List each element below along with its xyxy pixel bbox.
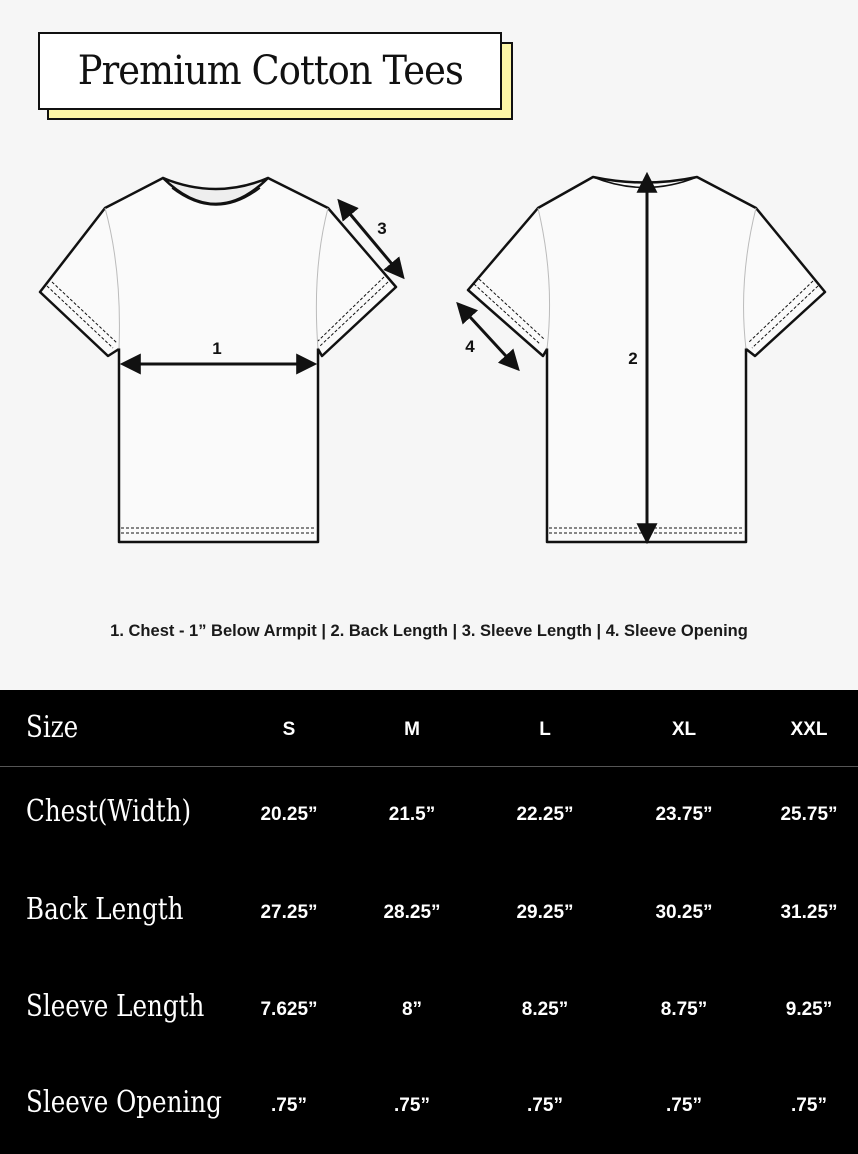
size-chart-table (0, 690, 858, 1154)
table-cell: .75” (666, 1095, 702, 1116)
row-label-sleeve-opening: Sleeve Opening (26, 1085, 222, 1120)
row-label-chest: Chest(Width) (26, 794, 192, 829)
sleeve-opening-label: 4 (465, 337, 475, 356)
size-xl-header: XL (671, 719, 697, 740)
size-header-label: Size (26, 710, 79, 745)
table-cell: .75” (791, 1095, 827, 1116)
table-cell: 25.75” (780, 804, 838, 825)
row-label-back-length: Back Length (26, 892, 184, 927)
title-box (38, 32, 502, 110)
size-m-header: M (404, 719, 420, 740)
table-cell: 31.25” (780, 902, 838, 923)
table-cell: 20.25” (260, 804, 318, 825)
page-title: Premium Cotton Tees (77, 48, 463, 94)
title-banner (38, 32, 516, 122)
table-cell: 30.25” (655, 902, 713, 923)
size-xxl-header: XXL (790, 719, 828, 740)
table-cell: 21.5” (388, 804, 436, 825)
table-cell: 28.25” (383, 902, 441, 923)
table-cell: 8” (401, 999, 423, 1020)
tshirt-diagram (0, 160, 858, 560)
table-cell: 27.25” (260, 902, 318, 923)
back-length-label: 2 (628, 349, 638, 368)
size-l-header: L (539, 719, 551, 740)
table-cell: 9.25” (785, 999, 833, 1020)
table-cell: 23.75” (655, 804, 713, 825)
sleeve-length-label: 3 (377, 219, 387, 238)
table-cell: 7.625” (260, 999, 318, 1020)
table-cell: .75” (527, 1095, 563, 1116)
front-tshirt-icon (40, 178, 396, 542)
table-cell: 22.25” (516, 804, 574, 825)
header-divider (0, 766, 858, 767)
chest-measure-label: 1 (212, 339, 222, 358)
size-s-header: S (282, 719, 296, 740)
measurement-caption: 1. Chest - 1” Below Armpit | 2. Back Length | 3. Sleeve Length | 4. Sleeve Opening (110, 622, 748, 640)
table-cell: .75” (394, 1095, 430, 1116)
table-cell: 29.25” (516, 902, 574, 923)
row-label-sleeve-length: Sleeve Length (26, 989, 205, 1024)
table-cell: 8.25” (521, 999, 569, 1020)
table-cell: 8.75” (660, 999, 708, 1020)
table-cell: .75” (271, 1095, 307, 1116)
